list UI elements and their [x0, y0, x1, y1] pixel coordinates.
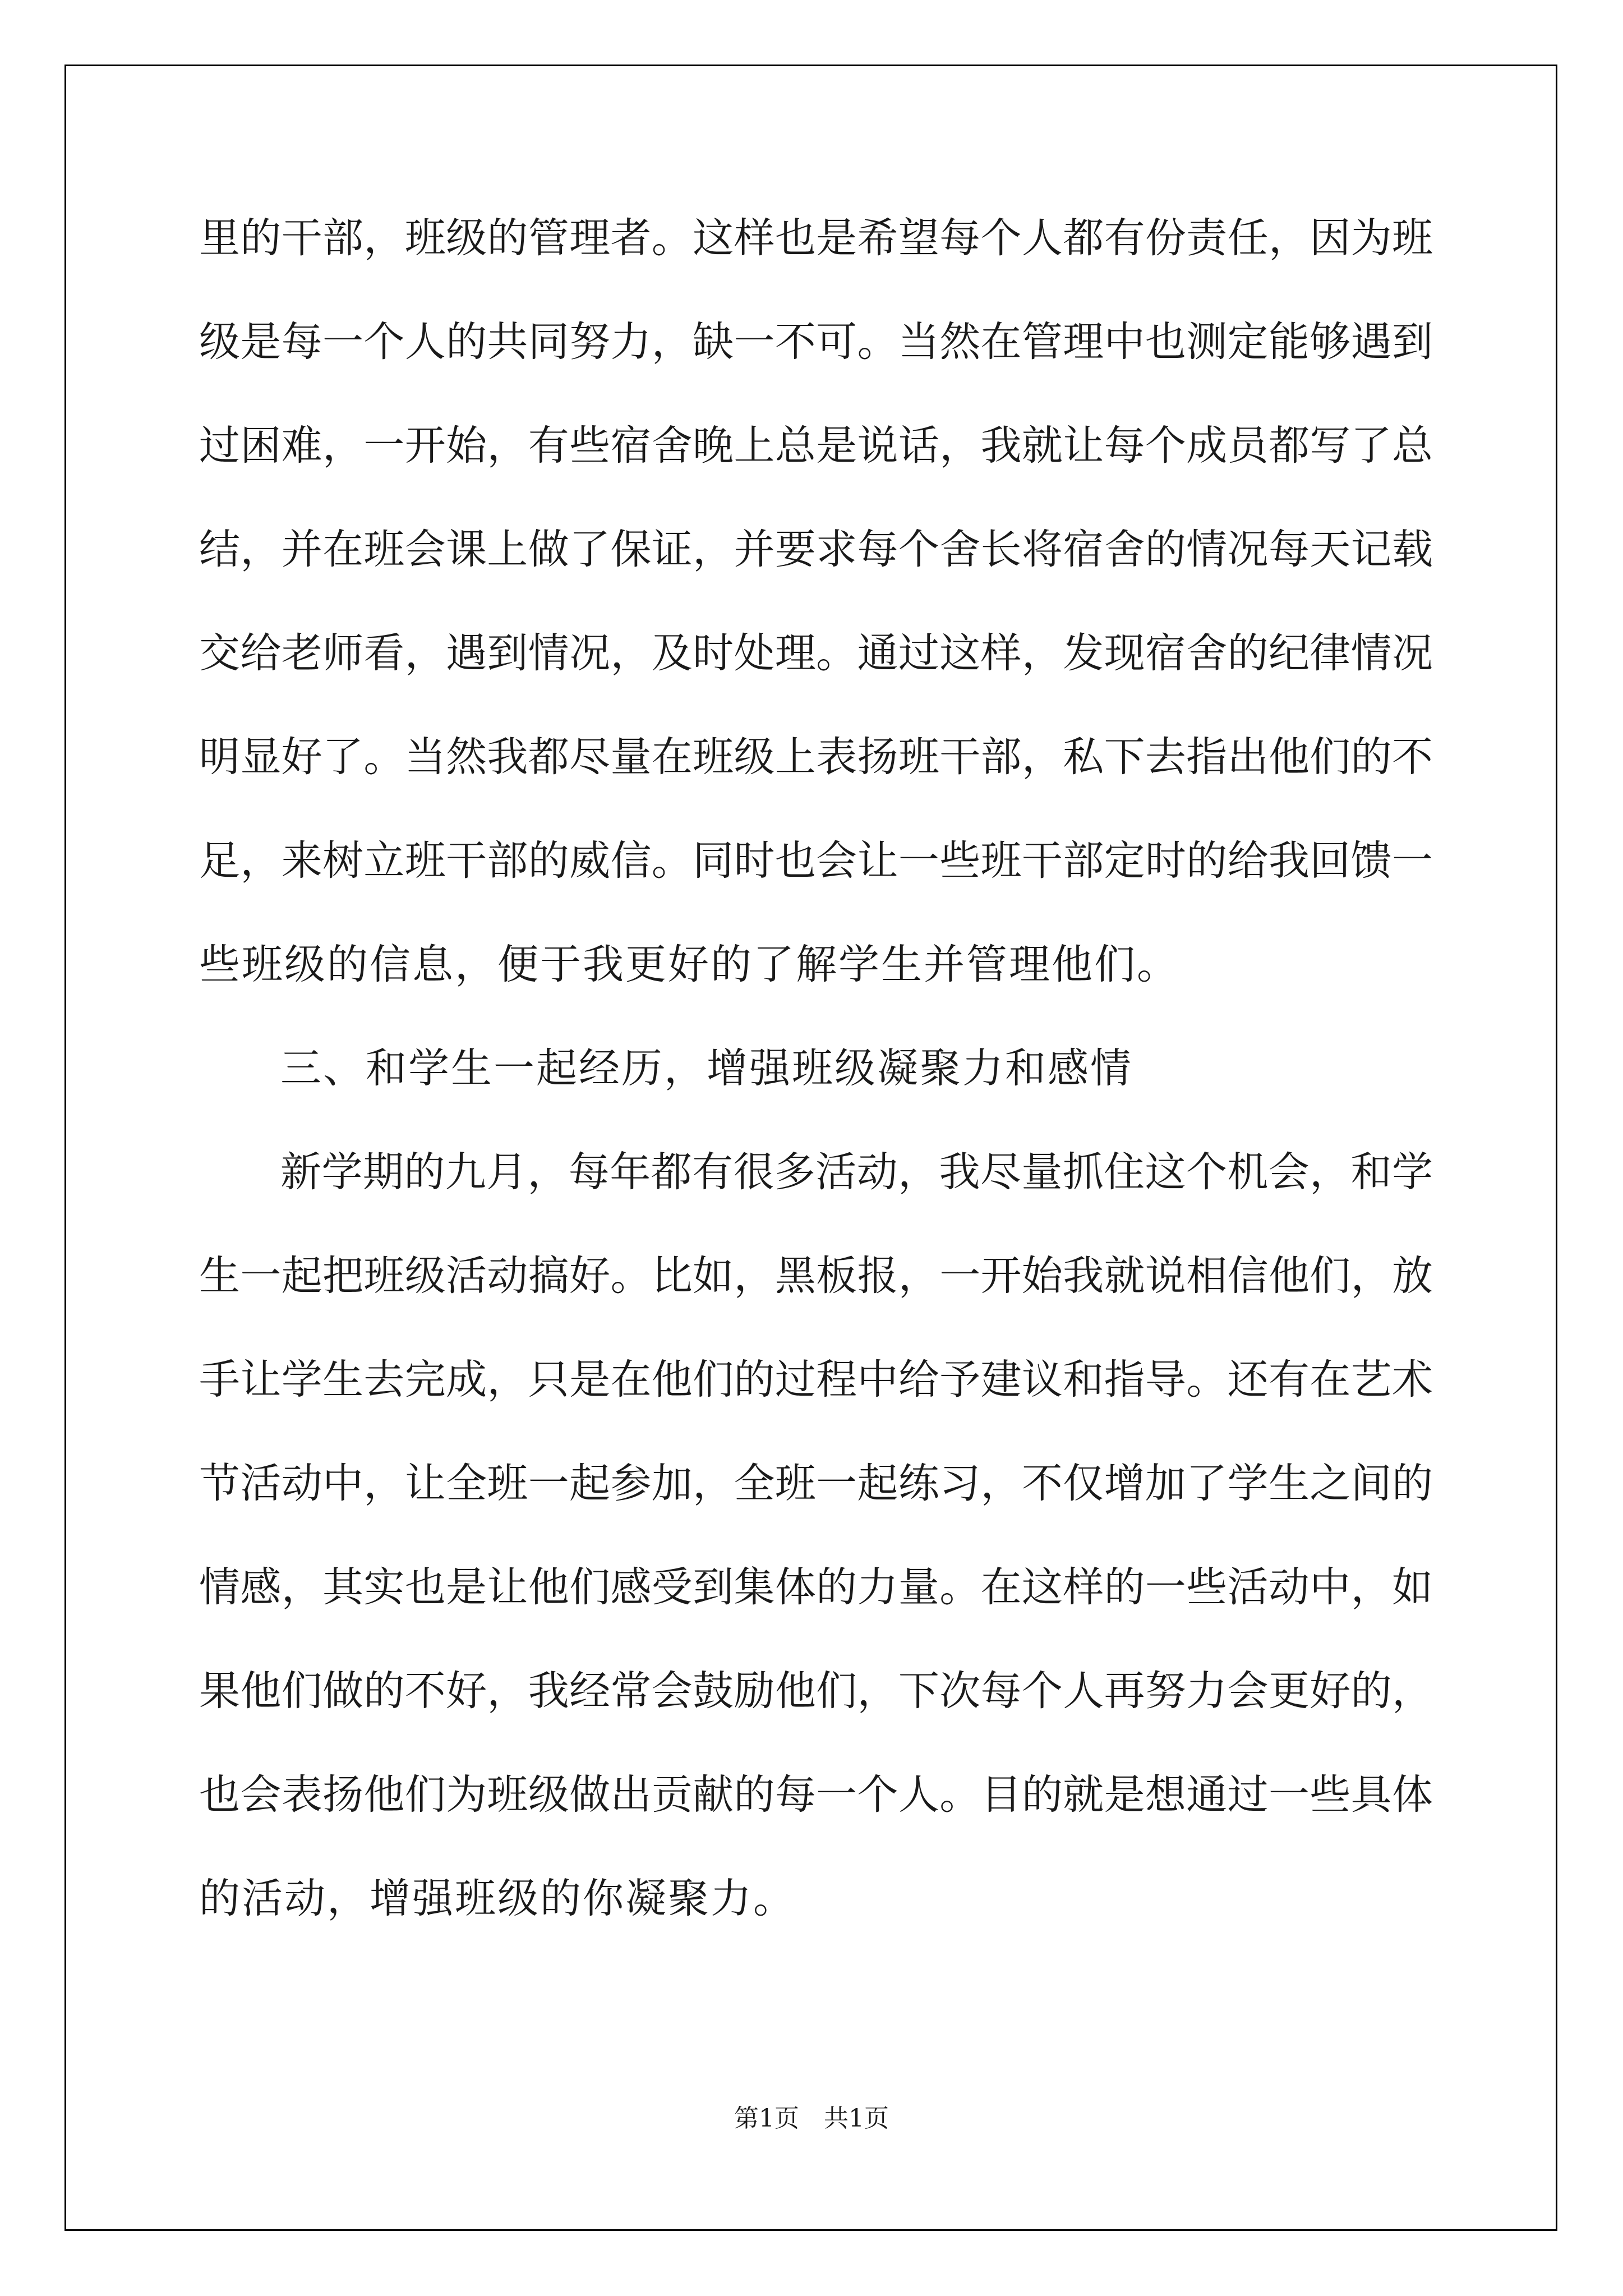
- text-line: 里的干部，班级的管理者。这样也是希望每个人都有份责任，因为班: [199, 214, 1433, 262]
- text-line: 情感，其实也是让他们感受到集体的力量。在这样的一些活动中，如: [199, 1563, 1433, 1611]
- text-line: 也会表扬他们为班级做出贡献的每一个人。目的就是想通过一些具体: [199, 1771, 1433, 1819]
- text-line: 节活动中，让全班一起参加，全班一起练习，不仅增加了学生之间的: [199, 1460, 1433, 1507]
- text-line: 的活动，增强班级的你凝聚力。: [199, 1875, 796, 1922]
- text-line: 级是每一个人的共同努力，缺一不可。当然在管理中也测定能够遇到: [199, 318, 1433, 366]
- text-line: 明显好了。当然我都尽量在班级上表扬班干部，私下去指出他们的不: [199, 733, 1433, 781]
- text-line: 足，来树立班干部的威信。同时也会让一些班干部定时的给我回馈一: [199, 837, 1433, 885]
- text-line: 果他们做的不好，我经常会鼓励他们，下次每个人再努力会更好的，: [199, 1667, 1433, 1715]
- text-line: 些班级的信息，便于我更好的了解学生并管理他们。: [199, 941, 1179, 988]
- text-line: 过困难，一开始，有些宿舍晚上总是说话，我就让每个成员都写了总: [199, 422, 1433, 470]
- text-line: 生一起把班级活动搞好。比如，黑板报，一开始我就说相信他们，放: [199, 1252, 1433, 1300]
- text-line: 手让学生去完成，只是在他们的过程中给予建议和指导。还有在艺术: [199, 1356, 1433, 1404]
- page-number: 第1页 共1页: [734, 2104, 889, 2133]
- text-line: 交给老师看，遇到情况，及时处理。通过这样，发现宿舍的纪律情况: [199, 629, 1433, 677]
- paragraph-first-line: 新学期的九月，每年都有很多活动，我尽量抓住这个机会，和学: [280, 1148, 1433, 1196]
- text-line: 结，并在班会课上做了保证，并要求每个舍长将宿舍的情况每天记载: [199, 526, 1433, 573]
- section-heading: 三、和学生一起经历，增强班级凝聚力和感情: [280, 1045, 1133, 1092]
